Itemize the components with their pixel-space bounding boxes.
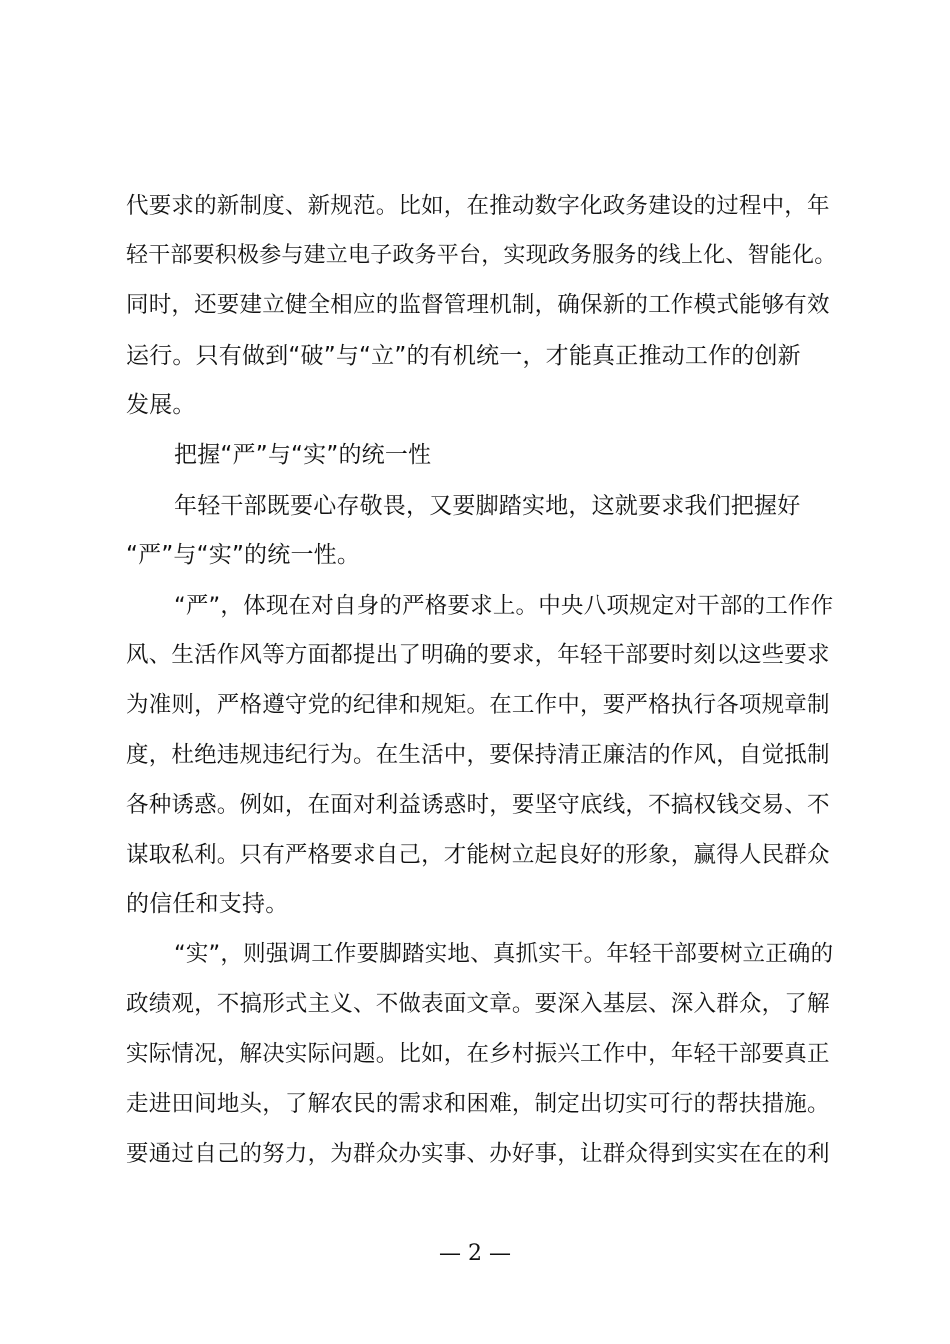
body-text-line: 同时，还要建立健全相应的监督管理机制，确保新的工作模式能够有效	[126, 292, 830, 318]
body-text-line: 各种诱惑。例如，在面对利益诱惑时，要坚守底线，不搞权钱交易、不	[126, 792, 830, 818]
body-text-line: 要通过自己的努力，为群众办实事、办好事，让群众得到实实在在的利	[126, 1141, 830, 1167]
body-text-line: 年轻干部既要心存敬畏，又要脚踏实地，这就要求我们把握好	[174, 493, 801, 519]
body-text-line: 代要求的新制度、新规范。比如，在推动数字化政务建设的过程中，年	[126, 193, 830, 219]
body-text-line: “实”，则强调工作要脚踏实地、真抓实干。年轻干部要树立正确的	[174, 941, 834, 967]
body-text-line: 运行。只有做到“破”与“立”的有机统一，才能真正推动工作的创新	[126, 343, 801, 369]
body-text-line: 风、生活作风等方面都提出了明确的要求，年轻干部要时刻以这些要求	[126, 642, 830, 668]
body-text-line: 为准则，严格遵守党的纪律和规矩。在工作中，要严格执行各项规章制	[126, 692, 830, 718]
body-text-line: “严”与“实”的统一性。	[126, 542, 361, 568]
section-heading: 把握“严”与“实”的统一性	[174, 442, 432, 468]
body-text-line: 实际情况，解决实际问题。比如，在乡村振兴工作中，年轻干部要真正	[126, 1041, 830, 1067]
body-text-line: 发展。	[126, 392, 196, 418]
body-text-line: 度，杜绝违规违纪行为。在生活中，要保持清正廉洁的作风，自觉抵制	[126, 742, 830, 768]
body-text-line: 的信任和支持。	[126, 891, 289, 917]
body-text-line: “严”，体现在对自身的严格要求上。中央八项规定对干部的工作作	[174, 593, 834, 619]
page-number: — 2 —	[439, 1241, 511, 1266]
body-text-line: 走进田间地头，了解农民的需求和困难，制定出切实可行的帮扶措施。	[126, 1091, 830, 1117]
body-text-line: 政绩观，不搞形式主义、不做表面文章。要深入基层、深入群众，了解	[126, 991, 830, 1017]
body-text-line: 谋取私利。只有严格要求自己，才能树立起良好的形象，赢得人民群众	[126, 842, 830, 868]
body-text-line: 轻干部要积极参与建立电子政务平台，实现政务服务的线上化、智能化。	[126, 243, 837, 268]
